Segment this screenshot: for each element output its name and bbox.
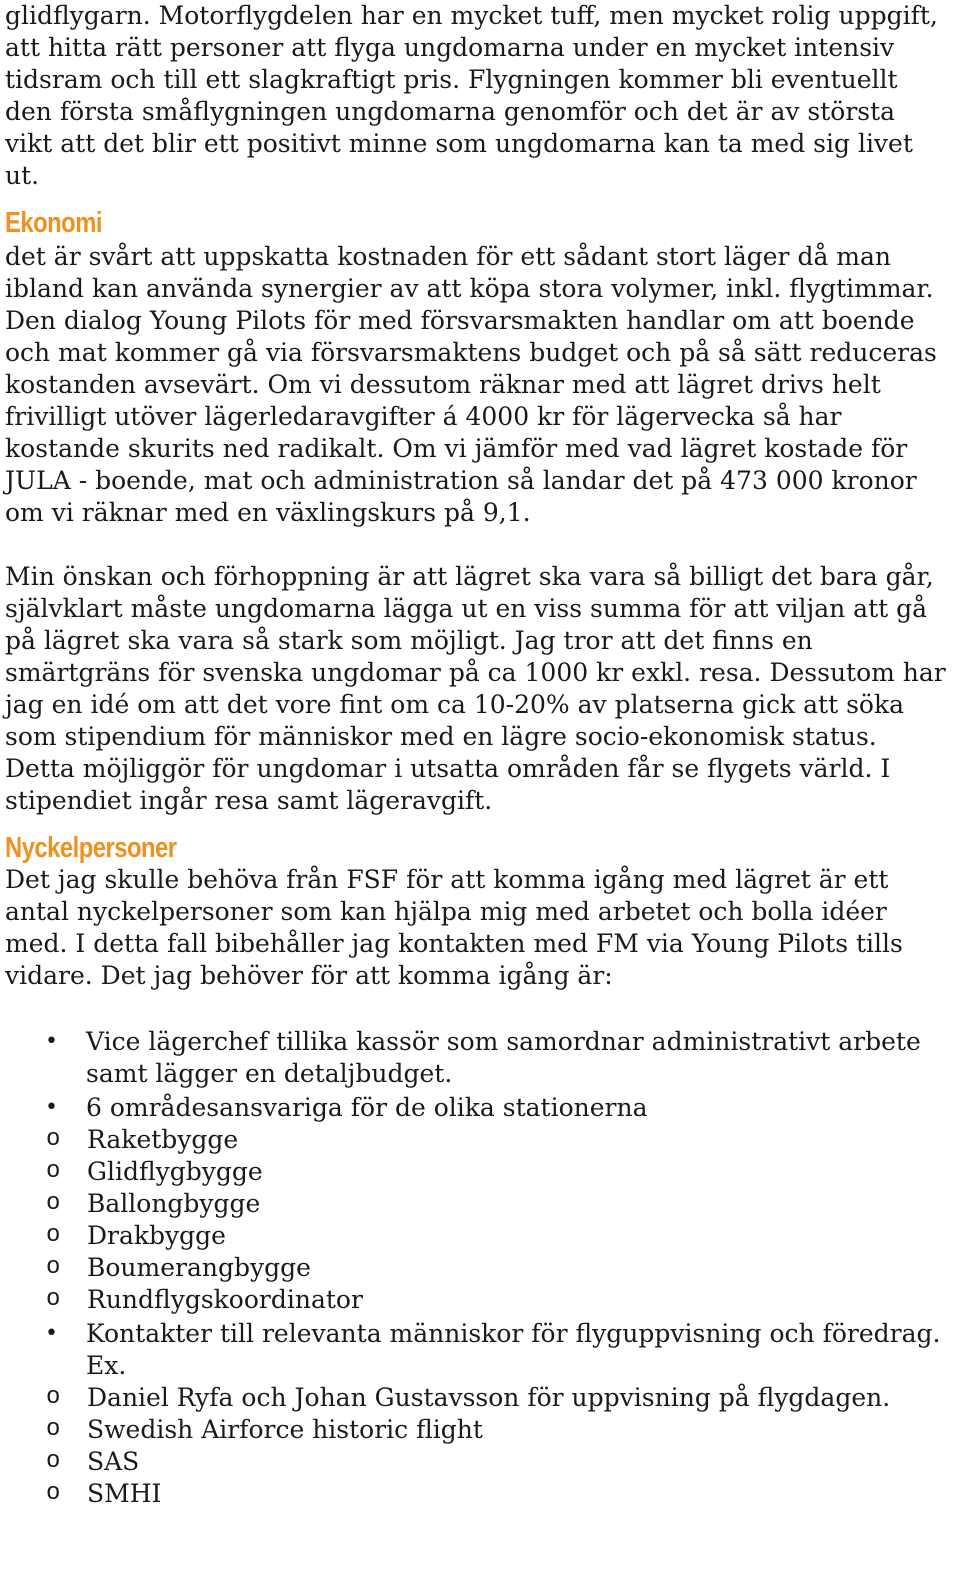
list-spacer bbox=[5, 992, 950, 1026]
list-item-text: Kontakter till relevanta människor för flyguppvisning och föredrag. Ex. bbox=[86, 1319, 941, 1380]
sub-list-item bbox=[5, 1156, 950, 1188]
sub-list-item-text: Raketbygge bbox=[87, 1125, 239, 1154]
sub-bullet-icon: o bbox=[46, 1222, 61, 1249]
sub-list-item-text: Drakbygge bbox=[87, 1221, 226, 1250]
sub-list-item-text: SMHI bbox=[87, 1479, 162, 1508]
sub-list-item bbox=[5, 1188, 950, 1220]
sub-list-item-text: Daniel Ryfa och Johan Gustavsson för uppvisning på flygdagen. bbox=[87, 1383, 891, 1412]
sub-list-item bbox=[5, 1124, 950, 1156]
sub-bullet-icon: o bbox=[46, 1190, 61, 1217]
sub-list-item-text: SAS bbox=[87, 1447, 140, 1476]
sub-bullet-icon: o bbox=[46, 1254, 61, 1281]
bullet-icon: • bbox=[45, 1029, 58, 1054]
sub-bullet-icon: o bbox=[46, 1384, 61, 1411]
bullet-icon: • bbox=[45, 1321, 58, 1346]
document-page bbox=[5, 0, 950, 1512]
nyckelpersoner-paragraph: Det jag skulle behöva från FSF för att komma igång med lägret är ett antal nyckelpersoner som kan hjälpa mig med arbetet och bolla idéer med. I detta fall bibehåller jag kontakten med FM via Young Pilots tills vidare. Det jag behöver för att komma igång är: bbox=[5, 865, 903, 990]
sub-bullet-icon: o bbox=[46, 1480, 61, 1507]
sub-list-item-text: Ballongbygge bbox=[87, 1189, 261, 1218]
sub-list bbox=[5, 1124, 950, 1316]
list-item bbox=[5, 1026, 950, 1090]
sub-list-item bbox=[5, 1414, 950, 1446]
list-item bbox=[5, 1092, 950, 1316]
list-item-text: 6 områdesansvariga för de olika stationerna bbox=[86, 1093, 648, 1122]
sub-list-item-text: Boumerangbygge bbox=[87, 1253, 311, 1282]
sub-list-item-text: Glidflygbygge bbox=[87, 1157, 263, 1186]
sub-list-item bbox=[5, 1446, 950, 1478]
sub-list-item bbox=[5, 1252, 950, 1284]
list-item-text: Vice lägerchef tillika kassör som samordnar administrativt arbete samt lägger en detaljbudget. bbox=[86, 1027, 921, 1088]
sub-bullet-icon: o bbox=[46, 1416, 61, 1443]
sub-list-item-text: Swedish Airforce historic flight bbox=[87, 1415, 483, 1444]
key-person-list bbox=[5, 1026, 950, 1510]
sub-list-item bbox=[5, 1478, 950, 1510]
sub-bullet-icon: o bbox=[46, 1286, 61, 1313]
sub-list-item bbox=[5, 1220, 950, 1252]
sub-list-item bbox=[5, 1284, 950, 1316]
sub-bullet-icon: o bbox=[46, 1448, 61, 1475]
sub-list-item-text: Rundflygskoordinator bbox=[87, 1285, 363, 1314]
sub-list bbox=[5, 1382, 950, 1510]
ekonomi-paragraph-2: Min önskan och förhoppning är att lägret ska vara så billigt det bara går, självklart måste ungdomarna lägga ut en viss summa för att viljan att gå på lägret ska vara så stark som möjligt. Jag tror att det finns en smärtgräns för svenska ungdomar på ca 1000 kr exkl. resa. Dessutom har jag en idé om att det vore fint om ca 10-20% av platserna gick att söka som stipendium för människor med en lägre socio-ekonomisk status. Detta möjliggör för ungdomar i utsatta områden får se flygets värld. I stipendiet ingår resa samt lägeravgift. bbox=[5, 562, 946, 815]
ekonomi-paragraph-1: det är svårt att uppskatta kostnaden för ett sådant stort läger då man ibland kan använda synergier av att köpa stora volymer, inkl. flygtimmar. Den dialog Young Pilots för med försvarsmakten handlar om att boende och mat kommer gå via försvarsmaktens budget och på så sätt reduceras kostanden avsevärt. Om vi dessutom räknar med att lägret drivs helt frivilligt utöver lägerledaravgifter á 4000 kr för lägervecka så har kostande skurits ned radikalt. Om vi jämför med vad lägret kostade för JULA - boende, mat och administration så landar det på 473 000 kronor om vi räknar med en växlingskurs på 9,1. bbox=[5, 242, 937, 527]
paragraph-spacer bbox=[5, 529, 950, 561]
sub-bullet-icon: o bbox=[46, 1158, 61, 1185]
heading-nyckelpersoner: Nyckelpersoner bbox=[5, 832, 177, 864]
list-item bbox=[5, 1318, 950, 1510]
intro-paragraph: glidflygarn. Motorflygdelen har en mycket tuff, men mycket rolig uppgift, att hitta rätt personer att flyga ungdomarna under en mycket intensiv tidsram och till ett slagkraftigt pris. Flygningen kommer bli eventuellt den första småflygningen ungdomarna genomför och det är av största vikt att det blir ett positivt minne som ungdomarna kan ta med sig livet ut. bbox=[5, 1, 938, 190]
sub-list-item bbox=[5, 1382, 950, 1414]
bullet-icon: • bbox=[45, 1095, 58, 1120]
sub-bullet-icon: o bbox=[46, 1126, 61, 1153]
heading-ekonomi: Ekonomi bbox=[5, 207, 102, 239]
